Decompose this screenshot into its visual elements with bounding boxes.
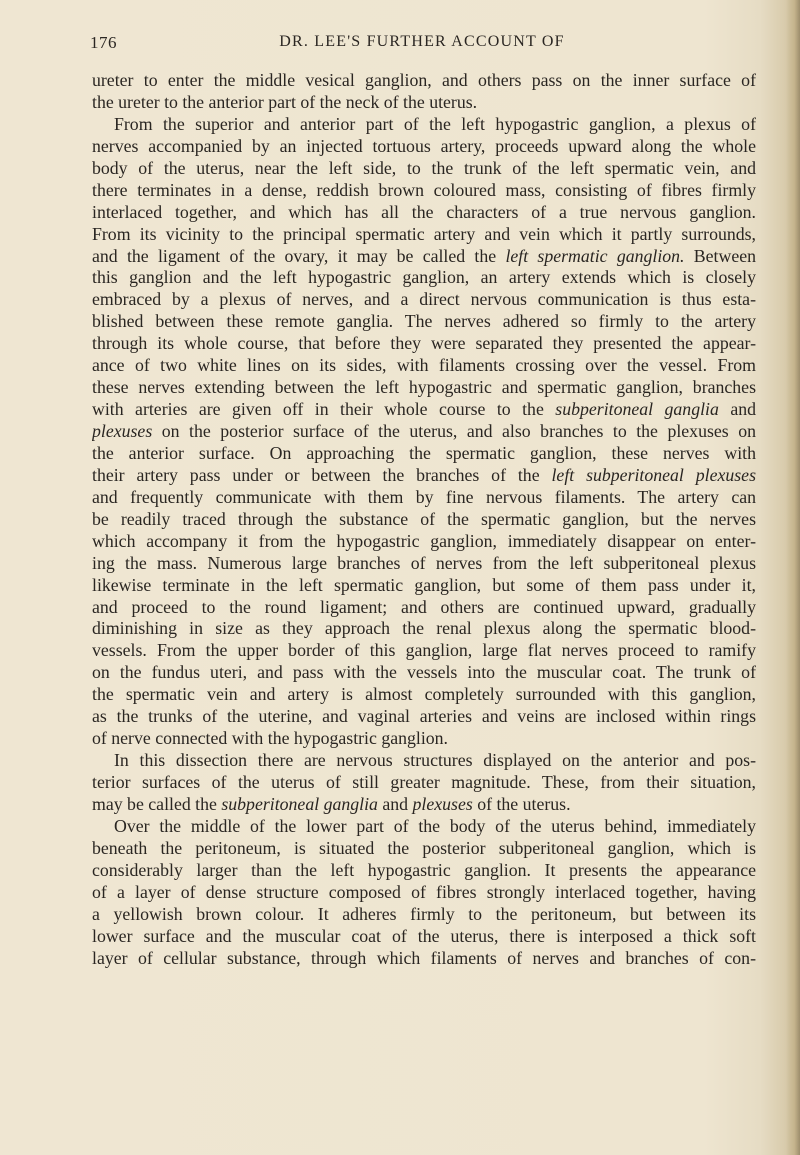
- page-edge-shadow: [786, 0, 800, 1155]
- text-segment: embraced by a plexus of nerves, and a direct nervous communication is thus esta-: [92, 289, 756, 310]
- page-number: 176: [90, 33, 117, 52]
- text-segment: may be called the: [92, 793, 222, 814]
- text-line: [92, 114, 756, 136]
- italic-term: subperitoneal ganglia: [555, 399, 719, 420]
- text-segment: the spermatic vein and artery is almost completely surrounded with this ganglion,: [92, 684, 756, 705]
- text-segment: blished between these remote ganglia. The nerves adhered so firmly to the artery: [92, 311, 756, 332]
- text-line: [92, 882, 756, 904]
- text-line: [92, 531, 756, 553]
- text-line: [92, 224, 756, 246]
- text-segment: and: [377, 793, 413, 814]
- text-segment: ance of two white lines on its sides, with filaments crossing over the vessel. From: [92, 355, 756, 376]
- text-segment: Over the middle of the lower part of the body of the uterus behind, immediately: [114, 815, 756, 836]
- text-segment: be readily traced through the substance of the spermatic ganglion, but the nerves: [92, 508, 756, 529]
- text-line: [92, 180, 756, 202]
- text-segment: these nerves extending between the left hypogastric and spermatic ganglion, branches: [92, 377, 756, 398]
- text-line: [92, 904, 756, 926]
- text-line: [92, 92, 756, 114]
- text-segment: there terminates in a dense, reddish brown coloured mass, consisting of fibres firmly: [92, 179, 756, 200]
- text-line: [92, 246, 756, 268]
- text-segment: of a layer of dense structure composed of fibres strongly interlaced together, having: [92, 881, 756, 902]
- text-segment: and frequently communicate with them by fine nervous filaments. The artery can: [92, 486, 756, 507]
- text-line: [92, 267, 756, 289]
- text-segment: which accompany it from the hypogastric ganglion, immediately disappear on enter-: [92, 530, 756, 551]
- text-line: [92, 618, 756, 640]
- text-segment: lower surface and the muscular coat of the uterus, there is interposed a thick soft: [92, 925, 756, 946]
- text-segment: body of the uterus, near the left side, to the trunk of the left spermatic vein, and: [92, 157, 756, 178]
- text-line: [92, 640, 756, 662]
- text-line: [92, 838, 756, 860]
- text-segment: through its whole course, that before they were separated they presented the appear-: [92, 333, 756, 354]
- text-line: [92, 948, 756, 970]
- text-segment: terior surfaces of the uterus of still greater magnitude. These, from their situation,: [92, 772, 756, 792]
- text-line: [92, 399, 756, 421]
- text-segment: a yellowish brown colour. It adheres firmly to the peritoneum, but between its: [92, 903, 756, 924]
- text-line: [92, 860, 756, 882]
- text-line: [92, 728, 756, 750]
- text-line: [92, 706, 756, 728]
- text-line: [92, 443, 756, 465]
- text-line: [92, 487, 756, 509]
- italic-term: subperitoneal ganglia: [221, 793, 378, 814]
- text-segment: vessels. From the upper border of this ganglion, large flat nerves proceed to ramify: [92, 640, 756, 661]
- text-line: [92, 575, 756, 597]
- text-line: [92, 421, 756, 443]
- running-head: DR. LEE'S FURTHER ACCOUNT OF: [279, 33, 565, 50]
- italic-term: plexuses: [412, 793, 473, 814]
- text-line: [92, 794, 756, 816]
- text-segment: In this dissection there are nervous structures displayed on the anterior and pos-: [114, 750, 756, 771]
- text-segment: their artery pass under or between the branches of the: [92, 464, 552, 485]
- text-line: [92, 70, 756, 92]
- text-line: [92, 333, 756, 355]
- text-line: [92, 684, 756, 706]
- text-line: [92, 662, 756, 684]
- text-segment: on the posterior surface of the uterus, and also branches to the plexuses on: [152, 421, 756, 441]
- text-segment: as the trunks of the uterine, and vaginal arteries and veins are inclosed within rings: [92, 706, 756, 727]
- text-line: [92, 509, 756, 531]
- text-segment: this ganglion and the left hypogastric ganglion, an artery extends which is closely: [92, 267, 756, 288]
- text-line: [92, 136, 756, 158]
- text-line: [92, 202, 756, 224]
- text-segment: nerves accompanied by an injected tortuous artery, proceeds upward along the whole: [92, 135, 756, 156]
- text-line: [92, 926, 756, 948]
- text-line: [92, 158, 756, 180]
- text-segment: the anterior surface. On approaching the spermatic ganglion, these nerves with: [92, 442, 756, 463]
- page-header: [90, 33, 754, 55]
- text-segment: layer of cellular substance, through which filaments of nerves and branches of con-: [92, 947, 756, 968]
- text-segment: From the superior and anterior part of the left hypogastric ganglion, a plexus of: [114, 113, 756, 134]
- text-segment: likewise terminate in the left spermatic ganglion, but some of them pass under it,: [92, 574, 756, 595]
- text-segment: interlaced together, and which has all the characters of a true nervous ganglion.: [92, 201, 756, 222]
- text-line: [92, 355, 756, 377]
- text-line: [92, 553, 756, 575]
- text-segment: the ureter to the anterior part of the neck of the uterus.: [92, 91, 478, 112]
- text-segment: From its vicinity to the principal spermatic artery and vein which it partly surrounds,: [92, 223, 756, 244]
- text-segment: on the fundus uteri, and pass with the vessels into the muscular coat. The trunk of: [92, 662, 756, 683]
- text-segment: of nerve connected with the hypogastric ganglion.: [92, 728, 449, 749]
- text-segment: diminishing in size as they approach the renal plexus along the spermatic blood-: [92, 618, 756, 639]
- italic-term: left subperitoneal plexuses: [551, 464, 756, 485]
- text-segment: of the uterus.: [472, 793, 571, 814]
- text-line: [92, 377, 756, 399]
- text-line: [92, 465, 756, 487]
- text-segment: Between: [684, 245, 756, 266]
- body-text: [92, 70, 756, 969]
- italic-term: left spermatic ganglion.: [505, 245, 685, 266]
- text-line: [92, 772, 756, 794]
- text-segment: with arteries are given off in their whole course to the: [92, 399, 556, 420]
- text-line: [92, 750, 756, 772]
- text-segment: and: [718, 399, 756, 420]
- text-line: [92, 816, 756, 838]
- text-segment: beneath the peritoneum, is situated the posterior subperitoneal ganglion, which is: [92, 837, 756, 858]
- text-segment: considerably larger than the left hypogastric ganglion. It presents the appearance: [92, 859, 756, 880]
- text-line: [92, 597, 756, 619]
- text-segment: and proceed to the round ligament; and others are continued upward, gradually: [92, 596, 756, 617]
- text-segment: ureter to enter the middle vesical ganglion, and others pass on the inner surface of: [92, 70, 756, 90]
- text-line: [92, 311, 756, 333]
- text-segment: and the ligament of the ovary, it may be called the: [92, 245, 506, 266]
- text-segment: ing the mass. Numerous large branches of nerves from the left subperitoneal plexus: [92, 552, 756, 573]
- italic-term: plexuses: [92, 421, 153, 441]
- text-line: [92, 289, 756, 311]
